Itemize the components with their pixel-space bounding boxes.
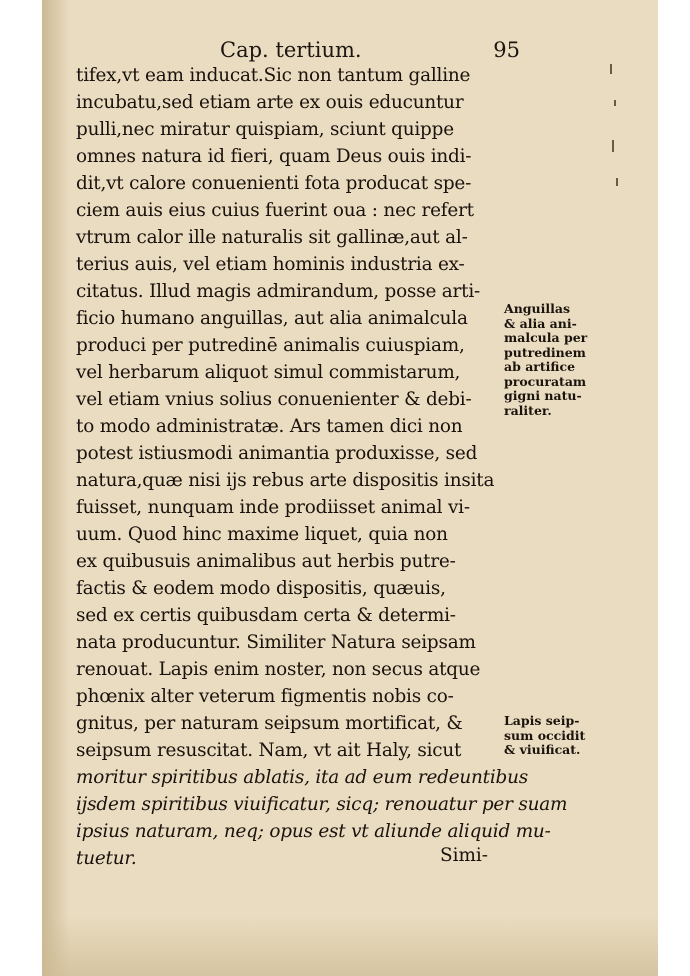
book-page: [42, 0, 658, 976]
text-line-italic: ipsius naturam, neq; opus est vt aliunde aliquid mu-: [76, 821, 551, 842]
text-line: nata producuntur. Similiter Natura seipsam: [76, 632, 476, 653]
text-line: to modo administratæ. Ars tamen dici non: [76, 416, 463, 437]
text-line: phœnix alter veterum figmentis nobis co-: [76, 686, 454, 707]
marginal-note: [504, 302, 654, 418]
text-line-italic: ijsdem spiritibus viuificatur, sicq; renouatur per suam: [76, 794, 568, 815]
marginal-note-line: ab artifice: [504, 359, 576, 374]
catchword: Simi-: [440, 845, 489, 866]
chapter-title: Cap. tertium.: [220, 38, 362, 62]
text-line: natura,quæ nisi ijs rebus arte dispositis insita: [76, 470, 495, 491]
bleed-through-marks: [602, 60, 642, 210]
text-line: vel etiam vnius solius conuenienter & debi-: [76, 389, 472, 410]
text-line: uum. Quod hinc maxime liquet, quia non: [76, 524, 448, 545]
marginal-note-line: procuratam: [504, 373, 587, 389]
text-line: vtrum calor ille naturalis sit gallinæ,aut al-: [76, 227, 468, 248]
text-line: potest istiusmodi animantia produxisse, sed: [76, 443, 478, 464]
text-line-italic: tuetur.: [76, 848, 137, 869]
marginal-note-line: raliter.: [504, 402, 552, 418]
ink-mark: [612, 140, 614, 152]
marginal-note-line: & viuificat.: [504, 742, 581, 757]
marginal-note-line: putredinem: [504, 344, 586, 360]
page-number: 95: [493, 38, 520, 62]
text-line: ciem auis eius cuius fuerint oua : nec refert: [76, 200, 474, 221]
ink-mark: [616, 178, 618, 186]
page-bottom-stain: [42, 916, 658, 976]
ink-mark: [610, 64, 612, 74]
text-line: fuisset, nunquam inde prodiisset animal vi-: [76, 497, 470, 518]
text-line: pulli,nec miratur quispiam, sciunt quippe: [76, 119, 454, 140]
marginal-note-line: gigni natu-: [504, 388, 582, 403]
text-line: incubatu,sed etiam arte ex ouis educuntur: [76, 92, 464, 113]
text-line: renouat. Lapis enim noster, non secus atque: [76, 659, 481, 680]
text-line: citatus. Illud magis admirandum, posse arti-: [76, 281, 481, 302]
text-line: produci per putredinē animalis cuiuspiam,: [76, 335, 465, 356]
marginal-note-line: sum occidit: [504, 727, 586, 743]
marginal-note-line: & alia ani-: [504, 315, 577, 331]
text-line: vel herbarum aliquot simul commistarum,: [76, 362, 461, 383]
text-line: dit,vt calore conuenienti fota producat spe-: [76, 173, 472, 194]
text-line: sed ex certis quibusdam certa & determi-: [76, 605, 456, 626]
text-line: gnitus, per naturam seipsum mortificat, &: [76, 713, 463, 734]
marginal-note-line: Lapis seip-: [504, 713, 580, 728]
text-line: tifex,vt eam inducat.Sic non tantum galline: [76, 65, 471, 86]
text-line: omnes natura id fieri, quam Deus ouis indi-: [76, 146, 472, 167]
text-line: ficio humano anguillas, aut alia animalcula: [76, 308, 468, 329]
text-line: terius auis, vel etiam hominis industria ex-: [76, 254, 465, 275]
marginal-note: [504, 714, 654, 758]
page-edge-shadow: [42, 0, 70, 976]
text-line-italic: moritur spiritibus ablatis, ita ad eum redeuntibus: [76, 767, 529, 788]
text-line: seipsum resuscitat. Nam, vt ait Haly, sicut: [76, 740, 462, 761]
marginal-note-line: malcula per: [504, 330, 588, 345]
text-line: ex quibusuis animalibus aut herbis putre-: [76, 551, 456, 572]
marginal-note-line: Anguillas: [504, 301, 570, 316]
ink-mark: [614, 100, 616, 106]
text-line: factis & eodem modo dispositis, quæuis,: [76, 578, 446, 599]
